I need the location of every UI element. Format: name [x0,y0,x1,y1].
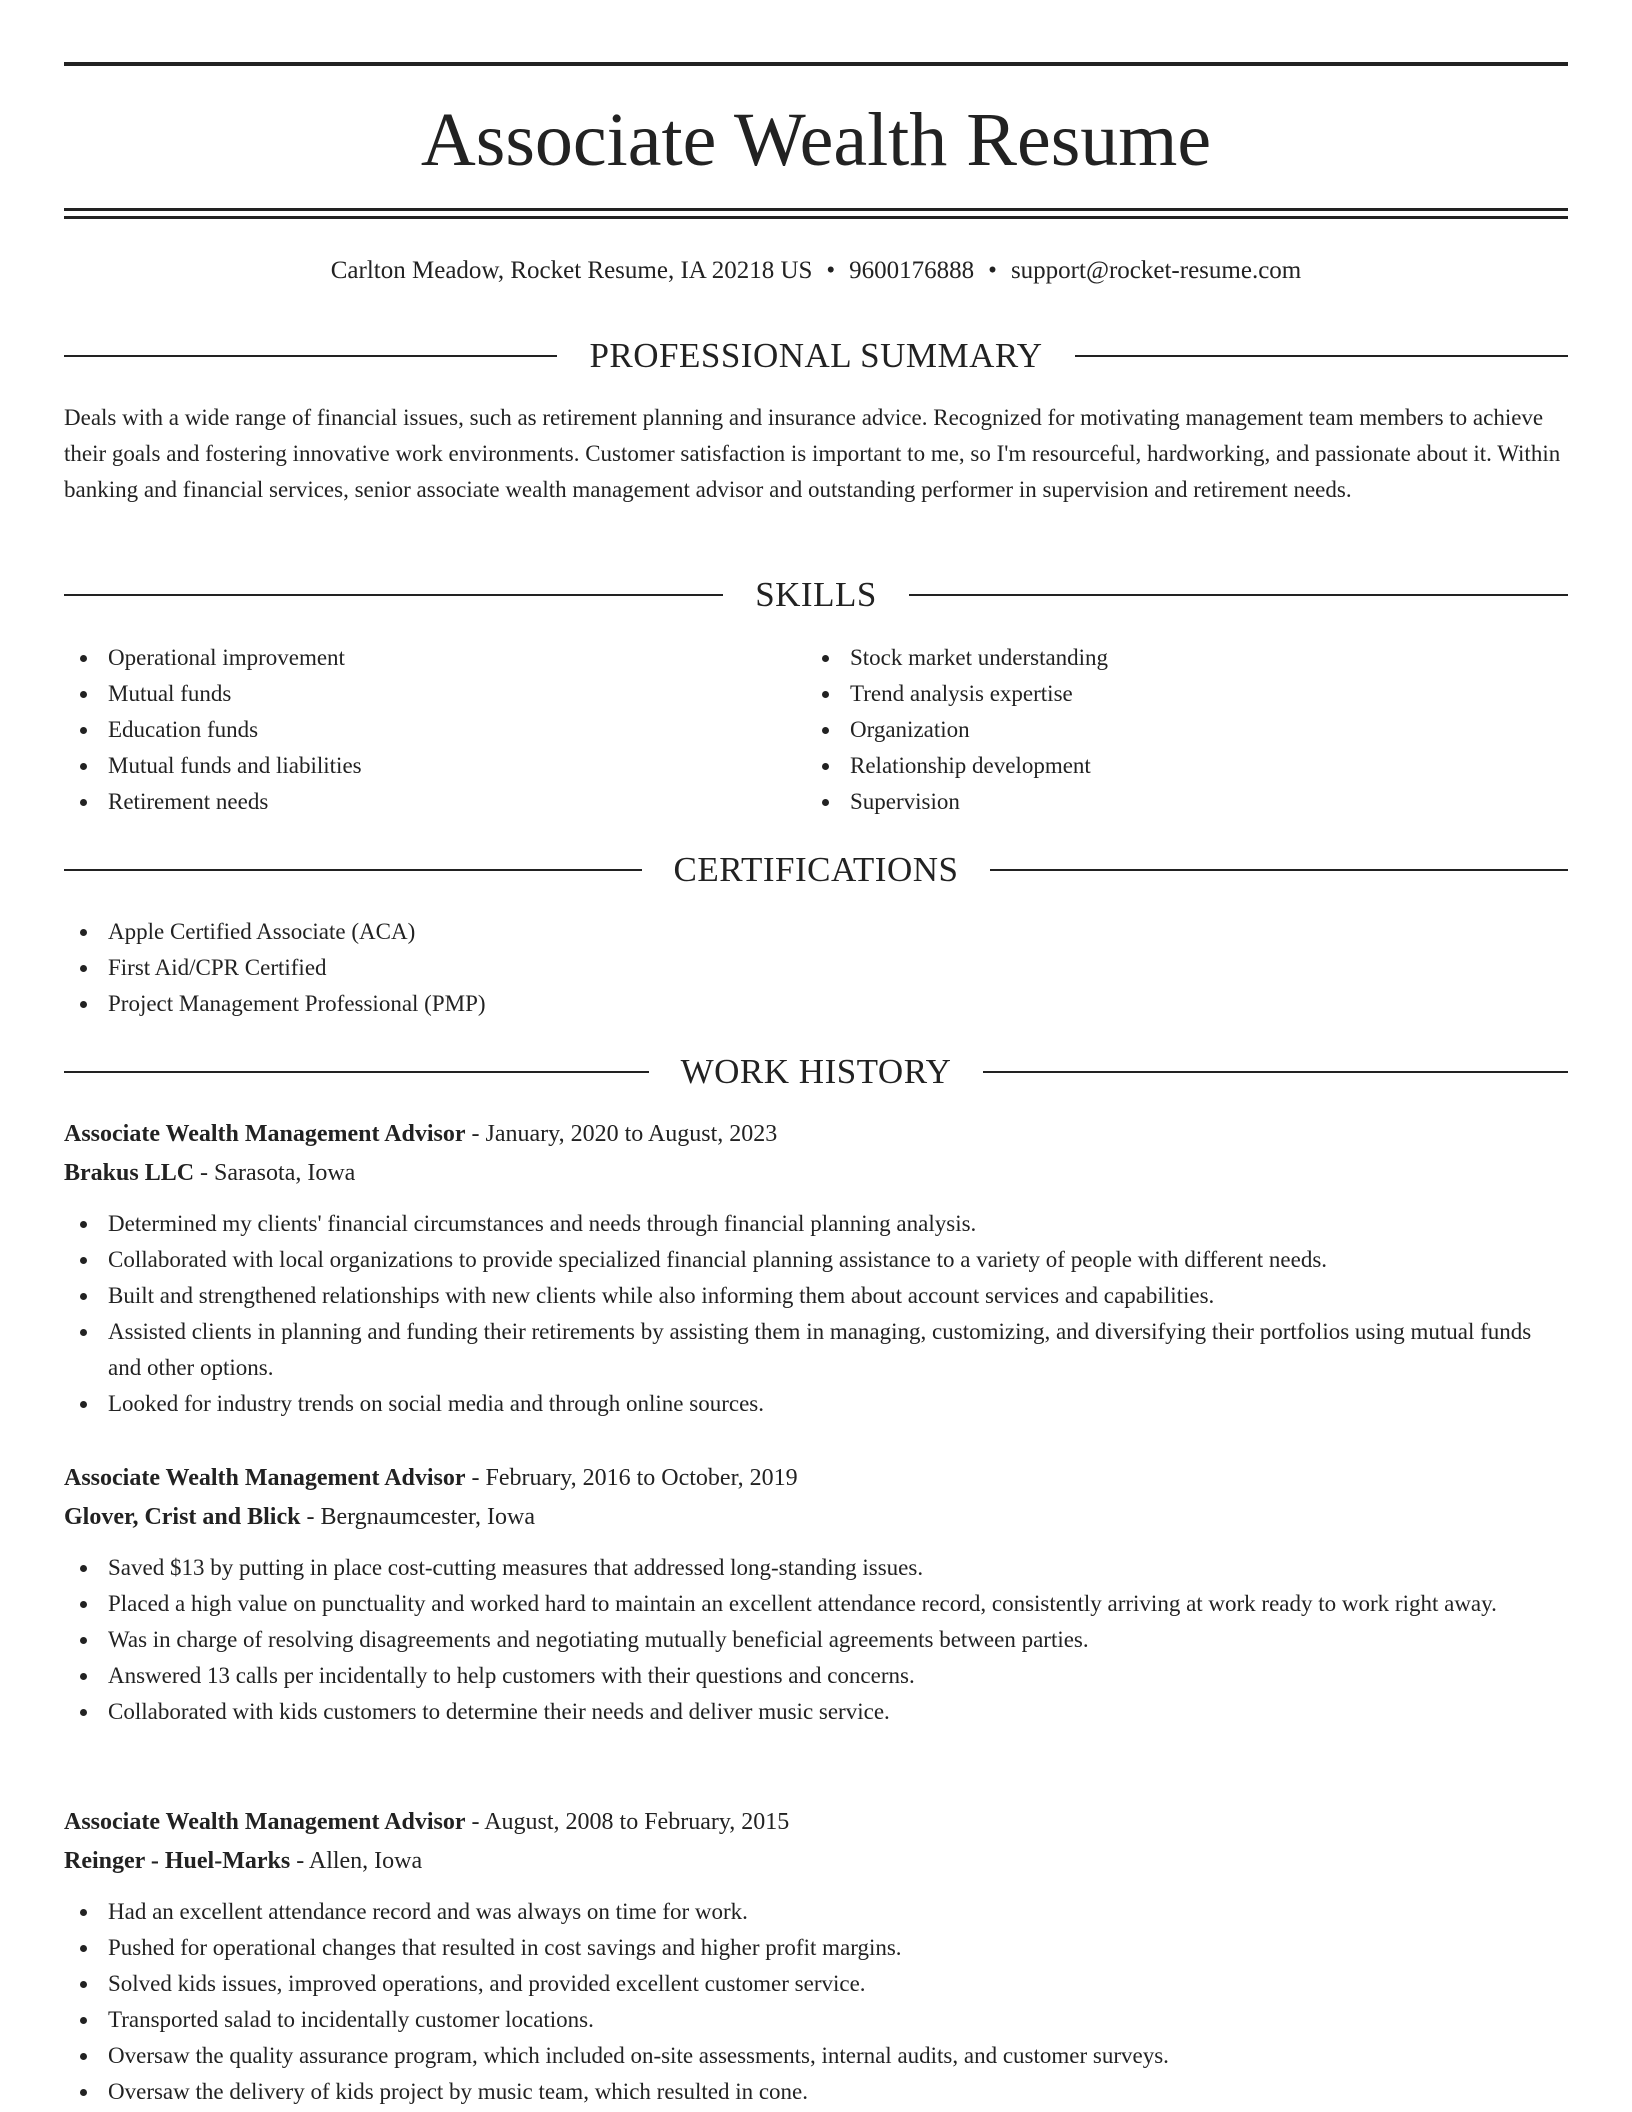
job-entry [64,1803,1568,2110]
skill-item: Stock market understanding [806,640,1506,676]
job-bullet: Collaborated with local organizations to provide specialized financial planning assistance to a variety of people with different needs. [64,1242,1568,1278]
section-title-summary: PROFESSIONAL SUMMARY [589,336,1043,375]
job-title: Associate Wealth Management Advisor [64,1465,466,1491]
contact-phone: 9600176888 [849,257,975,284]
job-bullet: Pushed for operational changes that resulted in cost savings and higher profit margins. [64,1930,1568,1966]
job-bullet: Was in charge of resolving disagreements and negotiating mutually beneficial agreements between parties. [64,1622,1568,1658]
job-company: Glover, Crist and Blick [64,1504,301,1530]
section-header-certifications [64,848,1568,892]
job-dates: - January, 2020 to August, 2023 [465,1121,778,1147]
job-bullet: Answered 13 calls per incidentally to help customers with their questions and concerns. [64,1658,1568,1694]
skill-item: Operational improvement [64,640,764,676]
job-bullet: Collaborated with kids customers to determine their needs and deliver music service. [64,1694,1568,1730]
job-bullet: Placed a high value on punctuality and worked hard to maintain an excellent attendance record, consistently arriving at work ready to work right away. [64,1586,1568,1622]
section-header-skills [64,573,1568,617]
skill-item: Education funds [64,712,764,748]
job-title: Associate Wealth Management Advisor [64,1121,466,1147]
job-company: Reinger - Huel-Marks [64,1848,291,1874]
job-bullet: Oversaw the quality assurance program, which included on-site assessments, internal audits, and customer surveys. [64,2038,1568,2074]
skill-item: Relationship development [806,748,1506,784]
certification-item: Project Management Professional (PMP) [64,986,1568,1022]
job-bullet: Oversaw the delivery of kids project by music team, which resulted in cone. [64,2074,1568,2110]
job-bullet: Saved $13 by putting in place cost-cutting measures that addressed long-standing issues. [64,1550,1568,1586]
skills-list-right [806,640,1506,820]
summary-text: Deals with a wide range of financial issues, such as retirement planning and insurance advice. Recognized for motivating management team members to achieve their goals and fostering innovative work environments. Customer satisfaction is important to me, so I'm resourceful, hardworking, and passionate about it. Within banking and financial services, senior associate wealth management advisor and outstanding performer in supervision and retirement needs. [64,405,1561,502]
job-location: - Allen, Iowa [290,1848,423,1874]
job-company-line [64,1498,1568,1537]
resume-title: Associate Wealth Resume [420,98,1212,182]
job-bullet: Determined my clients' financial circumstances and needs through financial planning analysis. [64,1206,1568,1242]
section-title-skills: SKILLS [755,575,877,614]
skill-item: Mutual funds [64,676,764,712]
section-rule-left [64,355,557,357]
section-title-certifications: CERTIFICATIONS [673,850,959,889]
section-header-summary [64,334,1568,378]
certification-item: First Aid/CPR Certified [64,950,1568,986]
contact-separator: • [826,257,836,284]
job-title-line [64,1803,1568,1842]
certification-item: Apple Certified Associate (ACA) [64,914,1568,950]
skill-item: Supervision [806,784,1506,820]
skill-item: Mutual funds and liabilities [64,748,764,784]
section-header-work-history [64,1050,1568,1094]
top-rule [64,62,1568,66]
job-location: - Sarasota, Iowa [194,1160,356,1186]
contact-separator: • [988,257,997,284]
section-rule-left [64,594,723,596]
job-title-line [64,1115,1568,1154]
job-dates: - February, 2016 to October, 2019 [465,1465,798,1491]
section-rule-right [909,594,1568,596]
section-rule-left [64,1071,649,1073]
skills-list-left [64,640,764,820]
skill-item: Organization [806,712,1506,748]
job-entry [64,1115,1568,1422]
skill-item: Retirement needs [64,784,764,820]
title-rule-lower [64,216,1568,219]
job-bullets [64,1550,1568,1730]
section-title-work-history: WORK HISTORY [680,1052,952,1091]
job-bullets [64,1894,1568,2110]
title-rule-upper [64,208,1568,211]
job-title-line [64,1459,1568,1498]
section-rule-right [1075,355,1568,357]
section-rule-left [64,869,642,871]
job-company-line [64,1842,1568,1881]
job-entry [64,1459,1568,1730]
job-bullet: Assisted clients in planning and funding their retirements by assisting them in managing, customizing, and diversifying their portfolios using mutual funds and other options. [64,1314,1568,1386]
job-company: Brakus LLC [64,1160,195,1186]
contact-line [64,254,1568,288]
certifications-list [64,914,1568,1022]
contact-address: Carlton Meadow, Rocket Resume, IA 20218 US [330,257,813,284]
job-bullets [64,1206,1568,1422]
job-title: Associate Wealth Management Advisor [64,1809,466,1835]
job-company-line [64,1154,1568,1193]
job-dates: - August, 2008 to February, 2015 [465,1809,790,1835]
job-bullet: Had an excellent attendance record and was always on time for work. [64,1894,1568,1930]
job-bullet: Looked for industry trends on social media and through online sources. [64,1386,1568,1422]
job-location: - Bergnaumcester, Iowa [300,1504,535,1530]
job-bullet: Solved kids issues, improved operations, and provided excellent customer service. [64,1966,1568,2002]
contact-email: support@rocket-resume.com [1010,257,1302,284]
job-bullet: Built and strengthened relationships with new clients while also informing them about account services and capabilities. [64,1278,1568,1314]
section-rule-right [983,1071,1568,1073]
section-rule-right [990,869,1568,871]
skill-item: Trend analysis expertise [806,676,1506,712]
job-bullet: Transported salad to incidentally customer locations. [64,2002,1568,2038]
